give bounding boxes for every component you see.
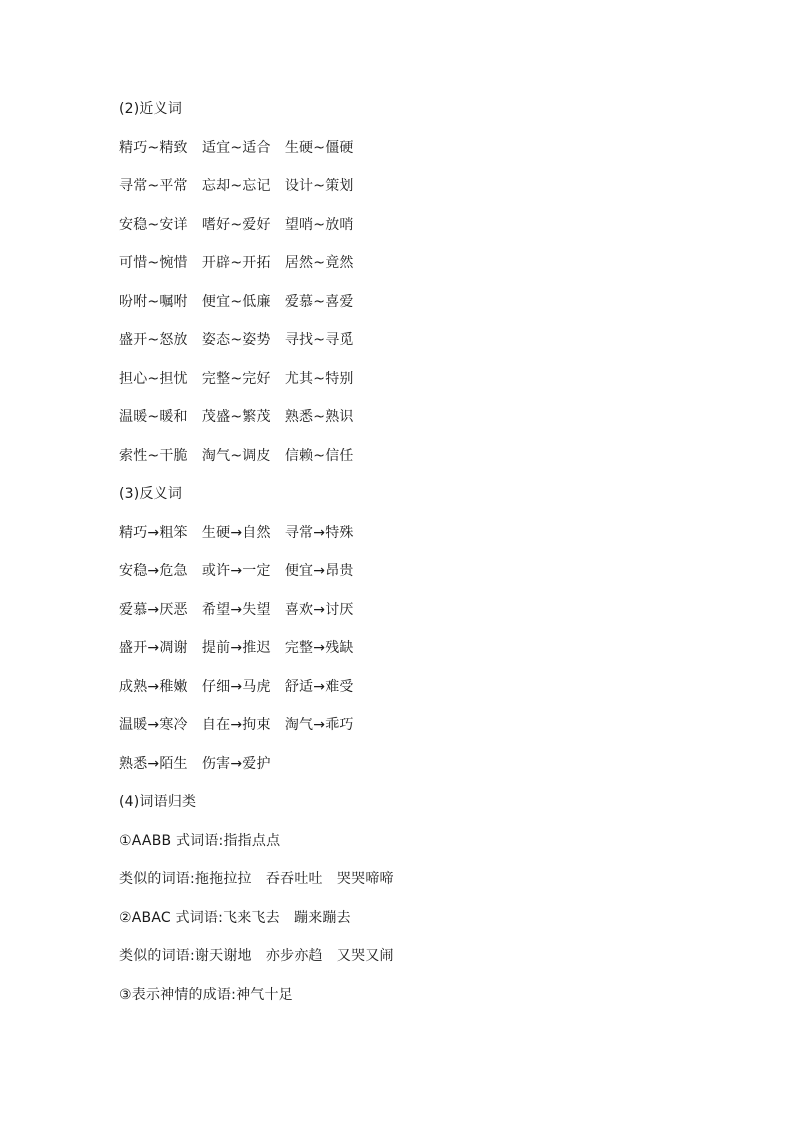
section-heading-synonyms: (2)近义词 bbox=[119, 101, 183, 117]
antonym-line: 精巧→粗笨 生硬→自然 寻常→特殊 bbox=[119, 524, 354, 541]
antonym-line: 成熟→稚嫩 仔细→马虎 舒适→难受 bbox=[119, 678, 354, 695]
section-heading-antonyms: (3)反义词 bbox=[119, 486, 183, 502]
classification-line: 类似的词语:谢天谢地 亦步亦趋 又哭又闹 bbox=[119, 948, 394, 964]
synonym-line: 盛开~怒放 姿态~姿势 寻找~寻觅 bbox=[119, 332, 354, 348]
antonym-line: 熟悉→陌生 伤害→爱护 bbox=[119, 755, 271, 772]
classification-line: ③表示神情的成语:神气十足 bbox=[119, 986, 293, 1003]
synonym-line: 温暖~暖和 茂盛~繁茂 熟悉~熟识 bbox=[119, 409, 354, 425]
antonym-line: 盛开→凋谢 提前→推迟 完整→残缺 bbox=[119, 640, 354, 656]
synonym-line: 索性~干脆 淘气~调皮 信赖~信任 bbox=[119, 447, 354, 464]
synonym-line: 可惜~惋惜 开辟~开拓 居然~竟然 bbox=[119, 255, 354, 271]
document-body bbox=[119, 97, 719, 1021]
synonym-line: 吩咐~嘱咐 便宜~低廉 爱慕~喜爱 bbox=[119, 293, 354, 310]
synonym-line: 担心~担忧 完整~完好 尤其~特别 bbox=[119, 370, 354, 387]
antonym-line: 安稳→危急 或许→一定 便宜→昂贵 bbox=[119, 563, 354, 579]
section-heading-classification: (4)词语归类 bbox=[119, 794, 197, 810]
antonym-line: 温暖→寒冷 自在→拘束 淘气→乖巧 bbox=[119, 717, 354, 733]
classification-line: 类似的词语:拖拖拉拉 吞吞吐吐 哭哭啼啼 bbox=[119, 871, 394, 887]
synonym-line: 精巧~精致 适宜~适合 生硬~僵硬 bbox=[119, 139, 354, 156]
classification-line: ②ABAC 式词语:飞来飞去 蹦来蹦去 bbox=[119, 909, 351, 926]
antonym-line: 爱慕→厌恶 希望→失望 喜欢→讨厌 bbox=[119, 601, 354, 618]
classification-line: ①AABB 式词语:指指点点 bbox=[119, 832, 281, 849]
synonym-line: 寻常~平常 忘却~忘记 设计~策划 bbox=[119, 178, 354, 194]
synonym-line: 安稳~安详 嗜好~爱好 望哨~放哨 bbox=[119, 216, 354, 233]
